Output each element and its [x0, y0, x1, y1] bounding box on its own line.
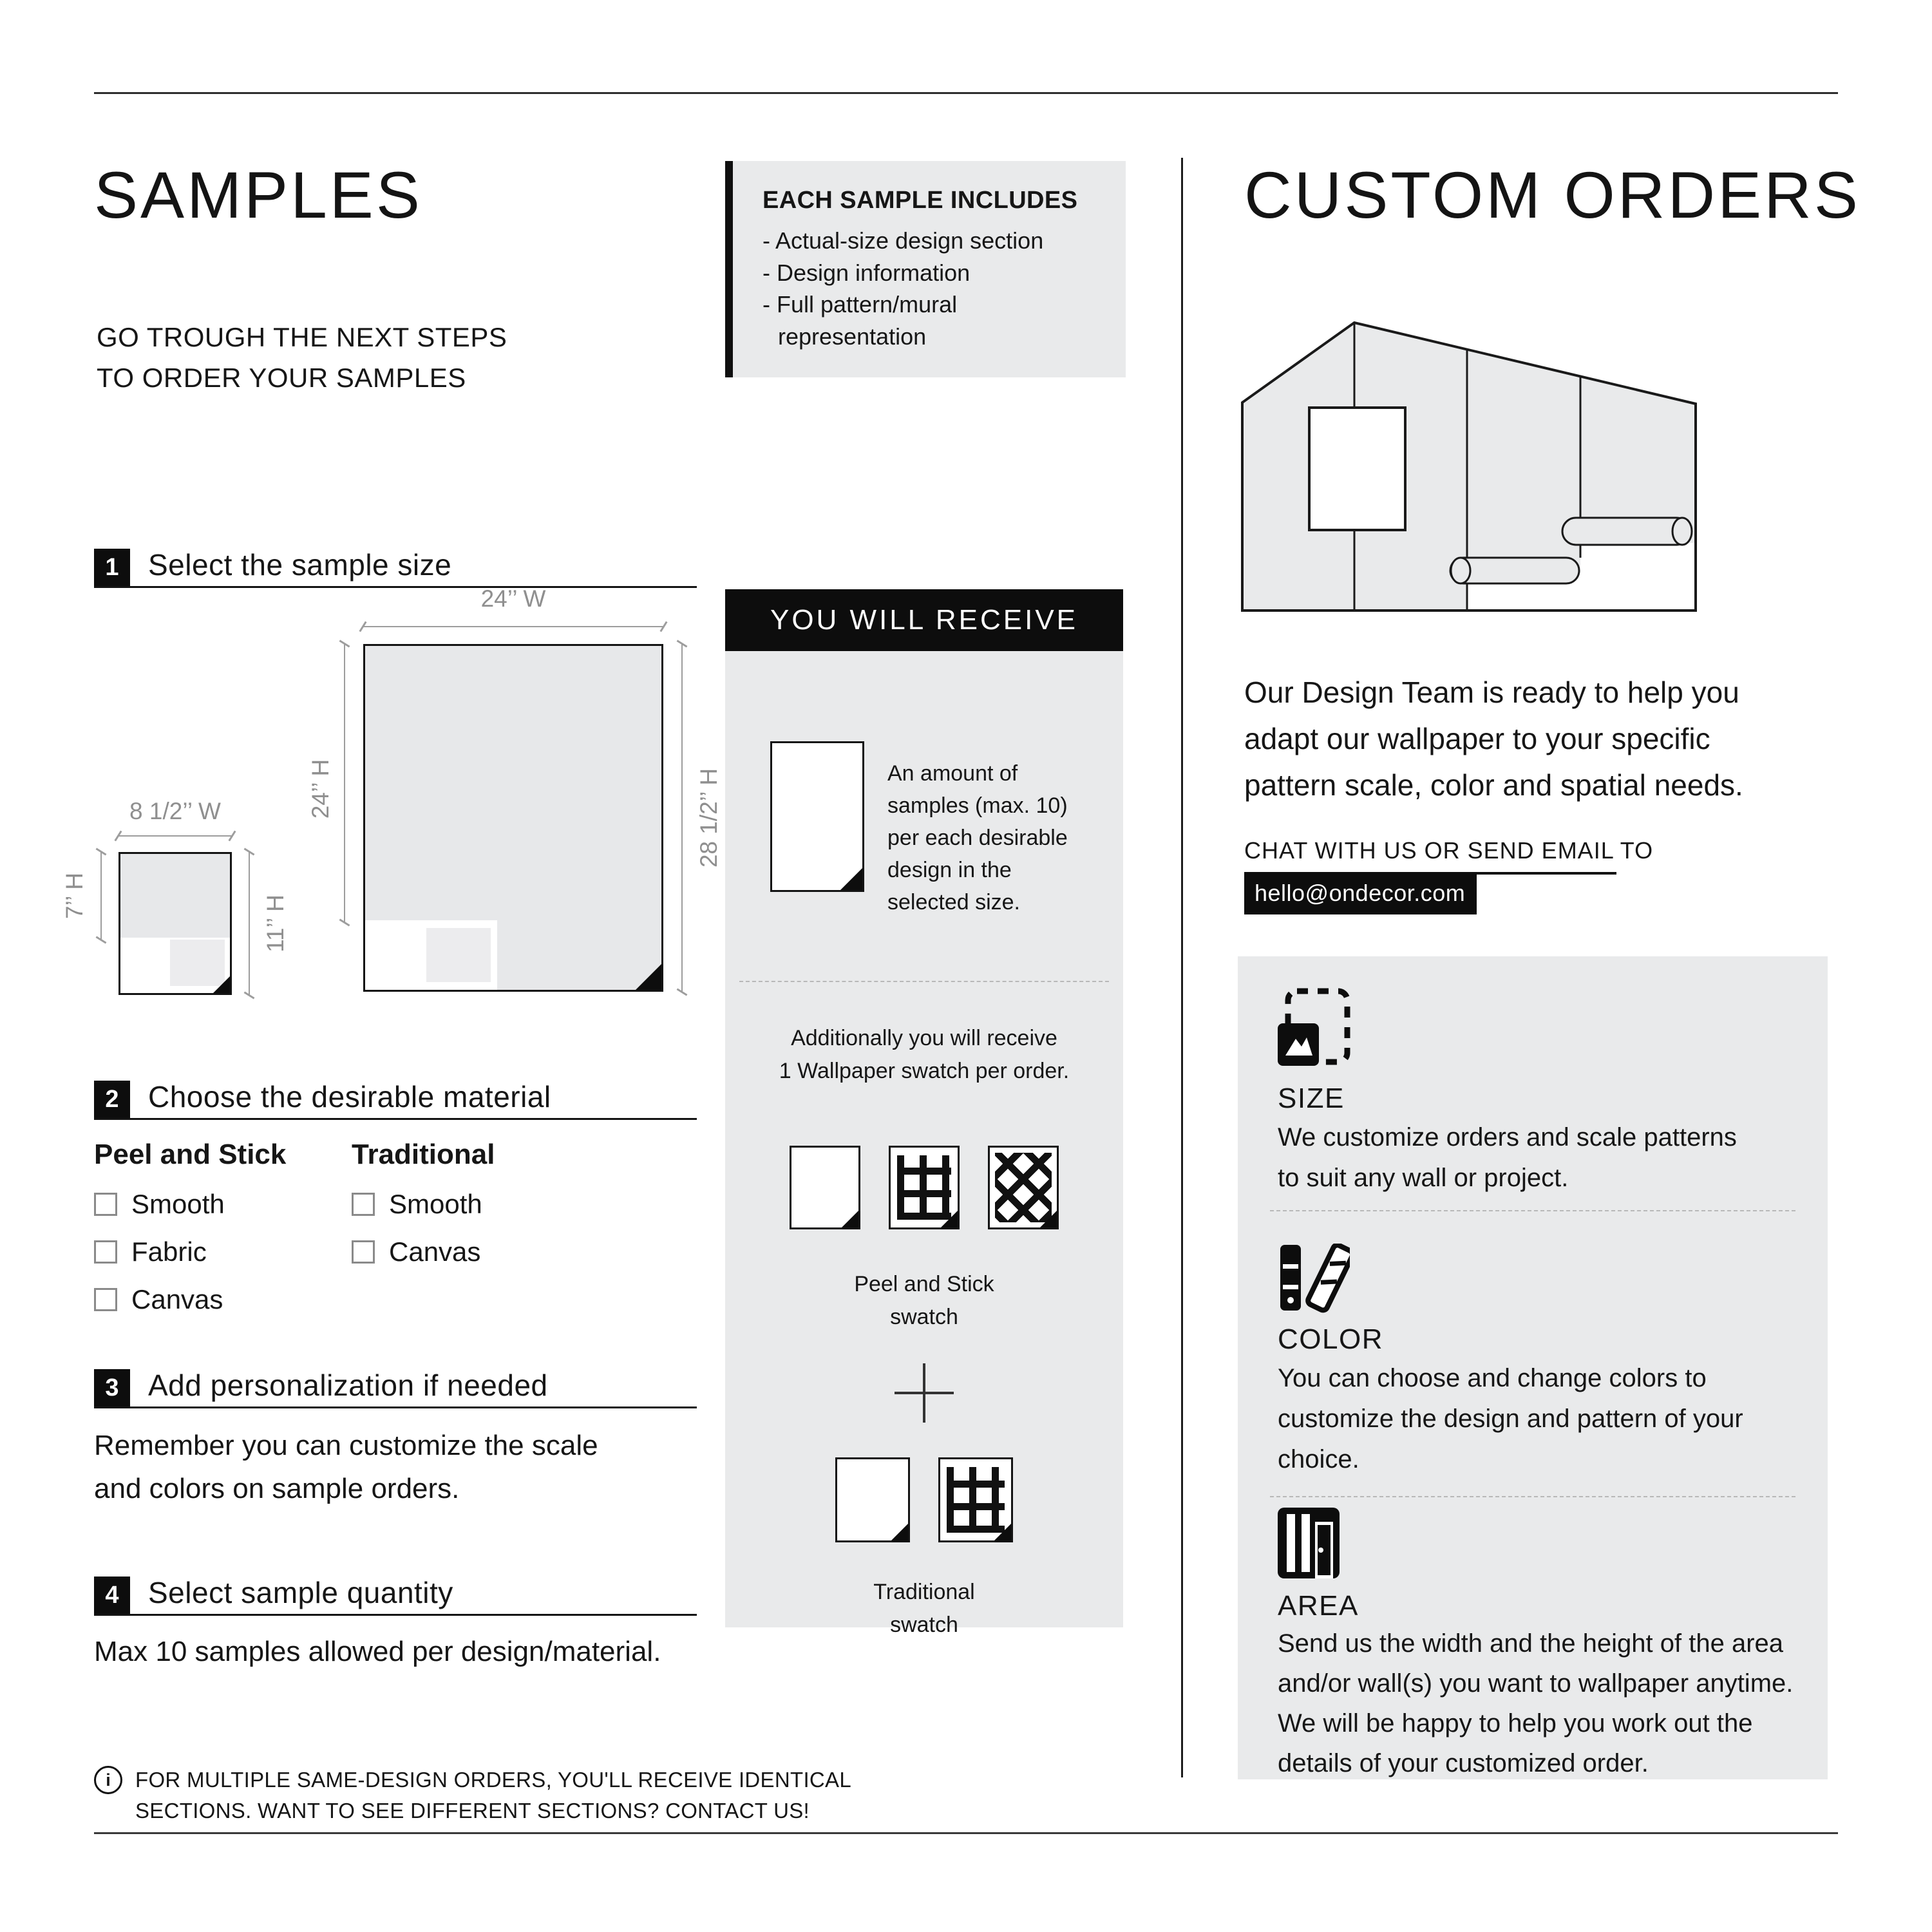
custom-intro-line2: adapt our wallpaper to your specific: [1244, 721, 1710, 755]
feature-area-line: details of your customized order.: [1278, 1749, 1649, 1777]
material-col2-title: Traditional: [352, 1139, 495, 1170]
you-will-receive-banner: YOU WILL RECEIVE: [725, 589, 1123, 651]
sheet-fold-corner-icon: [840, 868, 862, 890]
dashed-divider: [739, 981, 1109, 982]
traditional-swatch-label-line1: Traditional: [873, 1580, 975, 1604]
footnote: [94, 1765, 851, 1826]
peel-swatch-label-line1: Peel and Stick: [854, 1272, 994, 1296]
step4-title: Select sample quantity: [148, 1576, 453, 1609]
feature-color-line: You can choose and change colors to: [1278, 1364, 1707, 1392]
feature-color-title: COLOR: [1278, 1323, 1383, 1355]
material-col1-title: Peel and Stick: [94, 1139, 287, 1170]
sample-note-line: samples (max. 10): [887, 793, 1068, 818]
each-sample-includes-box: [725, 161, 1126, 377]
material-option-smooth[interactable]: [94, 1189, 286, 1220]
large-width-dim-line: [363, 626, 663, 627]
additional-note-line1: Additionally you will receive: [791, 1026, 1057, 1050]
small-width-dim-line: [118, 835, 232, 837]
step3-title: Add personalization if needed: [148, 1368, 548, 1402]
small-height-left-label: 7’’ H: [61, 873, 88, 919]
large-height-left-dim-line: [344, 644, 345, 922]
step4-number-badge: 4: [94, 1577, 130, 1614]
material-column-traditional: [352, 1139, 495, 1284]
large-height-left-label: 24’’ H: [307, 759, 334, 819]
material-option-label: Fabric: [131, 1236, 207, 1267]
sample-note-line: design in the: [887, 857, 1012, 882]
small-width-label: 8 1/2’’ W: [129, 798, 221, 824]
custom-intro: [1244, 670, 1743, 808]
feature-size-title: SIZE: [1278, 1083, 1345, 1114]
feature-size-line: We customize orders and scale patterns: [1278, 1123, 1737, 1151]
dashed-divider: [1270, 1210, 1795, 1211]
dashed-divider: [1270, 1496, 1795, 1497]
footnote-line1: FOR MULTIPLE SAME-DESIGN ORDERS, YOU'LL RECEIVE IDENTICAL: [135, 1768, 852, 1792]
sample-amount-note: [887, 758, 1068, 919]
step1-number-badge: 1: [94, 549, 130, 586]
you-will-receive-panel: [725, 651, 1123, 1637]
checkbox-icon[interactable]: [94, 1288, 117, 1311]
peel-swatch-label: [725, 1268, 1123, 1334]
custom-intro-line3: pattern scale, color and spatial needs.: [1244, 768, 1743, 802]
step3-number-badge: 3: [94, 1369, 130, 1406]
material-option-label: Smooth: [389, 1189, 482, 1219]
step2-number-badge: 2: [94, 1081, 130, 1118]
additional-note-line2: 1 Wallpaper swatch per order.: [779, 1059, 1070, 1083]
large-sheet-inner-tile: [426, 928, 491, 982]
samples-subtitle-line1: GO TROUGH THE NEXT STEPS: [97, 322, 507, 352]
large-sample-sheet: [363, 644, 663, 992]
small-height-right-dim-line: [249, 852, 250, 995]
peel-swatch-label-line2: swatch: [890, 1305, 958, 1329]
email-link[interactable]: hello@ondecor.com: [1244, 875, 1477, 914]
step2-header: [94, 1079, 697, 1120]
material-option-smooth[interactable]: [352, 1189, 495, 1220]
color-icon: [1278, 1244, 1350, 1313]
includes-item: - Actual-size design section: [762, 227, 1044, 254]
step2-title: Choose the desirable material: [148, 1080, 551, 1113]
material-option-label: Canvas: [389, 1236, 481, 1267]
step1-title: Select the sample size: [148, 548, 452, 582]
blank-swatch-icon: [790, 1146, 860, 1229]
samples-subtitle-line2: TO ORDER YOUR SAMPLES: [97, 363, 466, 393]
column-divider: [1181, 158, 1183, 1777]
includes-title: EACH SAMPLE INCLUDES: [762, 187, 1078, 214]
large-height-right-dim-line: [681, 644, 683, 992]
grid-swatch-icon: [889, 1146, 960, 1229]
traditional-swatch-label: [725, 1576, 1123, 1642]
sample-note-line: per each desirable: [887, 825, 1068, 850]
step3-note: [94, 1425, 598, 1511]
material-option-canvas[interactable]: [94, 1284, 286, 1315]
chat-label: CHAT WITH US OR SEND EMAIL TO: [1244, 837, 1654, 864]
samples-title: SAMPLES: [94, 158, 422, 232]
top-rule: [94, 92, 1838, 94]
feature-color-line: customize the design and pattern of your: [1278, 1405, 1743, 1434]
traditional-swatch-label-line2: swatch: [890, 1613, 958, 1637]
blank-swatch-icon: [835, 1457, 910, 1542]
custom-orders-title: CUSTOM ORDERS: [1244, 158, 1861, 232]
feature-color-line: choice.: [1278, 1445, 1359, 1474]
wallpapered-wall-illustration: [1240, 321, 1698, 614]
footnote-text: [135, 1765, 851, 1826]
sample-size-diagram: [61, 576, 722, 1027]
sample-note-line: An amount of: [887, 761, 1018, 786]
material-option-label: Canvas: [131, 1284, 223, 1314]
checkbox-icon[interactable]: [352, 1240, 375, 1264]
small-sample-sheet: [118, 852, 232, 995]
traditional-swatch-row: [725, 1457, 1123, 1542]
feature-area-line: and/or wall(s) you want to wallpaper anytime.: [1278, 1669, 1794, 1698]
samples-subtitle: [97, 317, 507, 398]
feature-area-line: We will be happy to help you work out the: [1278, 1709, 1753, 1738]
sample-note-line: selected size.: [887, 889, 1020, 914]
area-icon: [1278, 1508, 1342, 1580]
material-option-canvas[interactable]: [352, 1236, 495, 1267]
grid-swatch-icon: [938, 1457, 1013, 1542]
feature-size-text: [1278, 1117, 1737, 1198]
custom-intro-line1: Our Design Team is ready to help you: [1244, 676, 1739, 709]
feature-color-text: [1278, 1358, 1743, 1481]
material-column-peel-and-stick: [94, 1139, 286, 1332]
bottom-rule: [94, 1832, 1838, 1834]
checkbox-icon[interactable]: [94, 1193, 117, 1216]
step3-note-line2: and colors on sample orders.: [94, 1472, 460, 1504]
feature-size-line: to suit any wall or project.: [1278, 1164, 1569, 1193]
includes-item: - Design information: [762, 259, 971, 286]
small-height-right-label: 11’’ H: [262, 895, 289, 952]
peel-swatch-row: [725, 1146, 1123, 1229]
large-height-right-label: 28 1/2’’ H: [696, 768, 722, 868]
plus-icon: [895, 1363, 954, 1423]
info-icon: i: [94, 1766, 122, 1794]
large-width-label: 24’’ W: [480, 585, 546, 612]
includes-item: - Full pattern/mural: [762, 291, 958, 318]
material-option-label: Smooth: [131, 1189, 225, 1219]
wallpaper-roll-icon: [1562, 518, 1692, 545]
size-icon: [1278, 987, 1352, 1066]
checkbox-icon[interactable]: [94, 1240, 117, 1264]
step3-note-line1: Remember you can customize the scale: [94, 1430, 598, 1461]
small-height-left-dim-line: [100, 852, 102, 940]
material-option-fabric[interactable]: [94, 1236, 286, 1267]
footnote-line2: SECTIONS. WANT TO SEE DIFFERENT SECTIONS? CONTACT US!: [135, 1798, 810, 1823]
includes-item: representation: [778, 323, 927, 350]
feature-area-line: Send us the width and the height of the area: [1278, 1629, 1784, 1658]
step4-note: Max 10 samples allowed per design/material.: [94, 1636, 661, 1667]
crosshatch-swatch-icon: [988, 1146, 1059, 1229]
wallpaper-roll-icon: [1450, 558, 1579, 583]
feature-area-text: [1278, 1624, 1793, 1783]
step3-header: [94, 1368, 697, 1408]
sample-sheet-icon: [770, 741, 864, 892]
small-sheet-fold-corner-icon: [213, 976, 230, 993]
checkbox-icon[interactable]: [352, 1193, 375, 1216]
feature-area-title: AREA: [1278, 1590, 1359, 1622]
custom-features-box: [1238, 956, 1828, 1779]
large-sheet-fold-corner-icon: [636, 964, 661, 990]
additional-note: [725, 1022, 1123, 1088]
step4-header: [94, 1575, 697, 1616]
